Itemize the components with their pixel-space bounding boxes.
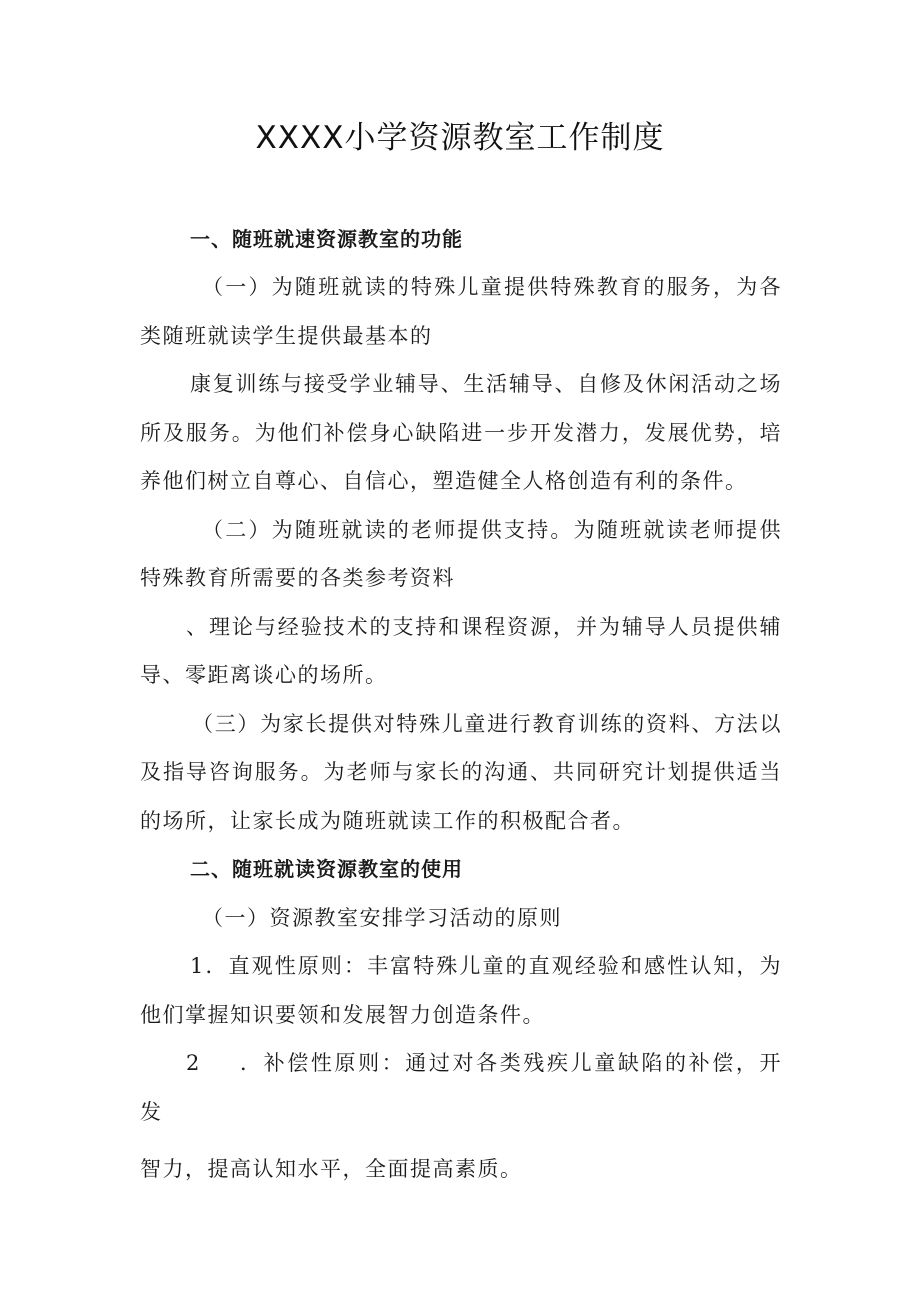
paragraph-line: 特殊教育所需要的各类参考资料	[140, 566, 455, 590]
paragraph-line: 他们掌握知识要领和发展智力创造条件。	[140, 1003, 545, 1027]
list-number: 2	[186, 1051, 201, 1075]
paragraph-line: 的场所，让家长成为随班就读工作的积极配合者。	[140, 809, 635, 833]
paragraph-line: 养他们树立自尊心、自信心，塑造健全人格创造有利的条件。	[140, 469, 748, 493]
page-title: XXXX小学资源教室工作制度	[255, 120, 665, 156]
paragraph-line: （二）为随班就读的老师提供支持。为随班就读老师提供	[202, 518, 782, 542]
paragraph-line: 类随班就读学生提供最基本的	[140, 324, 433, 348]
section-heading-2: 二、随班就读资源教室的使用	[190, 857, 463, 881]
paragraph-line: （一）资源教室安排学习活动的原则	[202, 906, 562, 930]
paragraph-line: 导、零距离谈心的场所。	[140, 663, 388, 687]
paragraph-line: 、理论与经验技术的支持和课程资源，并为辅导人员提供辅	[186, 615, 782, 639]
paragraph-line: 及指导咨询服务。为老师与家长的沟通、共同研究计划提供适当	[140, 760, 782, 784]
paragraph-line: 1．直观性原则：丰富特殊儿童的直观经验和感性认知，为	[190, 954, 782, 978]
paragraph-line: 智力，提高认知水平，全面提高素质。	[140, 1157, 523, 1181]
section-heading-1: 一、随班就速资源教室的功能	[190, 227, 463, 251]
paragraph-line: 发	[140, 1100, 163, 1124]
paragraph-line: （三）为家长提供对特殊儿童进行教育训练的资料、方法以	[192, 712, 782, 736]
paragraph-line: ．补偿性原则：通过对各类残疾儿童缺陷的补偿，开	[240, 1051, 782, 1075]
paragraph-line: （一）为随班就读的特殊儿童提供特殊教育的服务，为各	[202, 275, 782, 299]
paragraph-line: 所及服务。为他们补偿身心缺陷进一步开发潜力，发展优势，培	[140, 421, 782, 445]
paragraph-line: 康复训练与接受学业辅导、生活辅导、自修及休闲活动之场	[190, 372, 782, 396]
